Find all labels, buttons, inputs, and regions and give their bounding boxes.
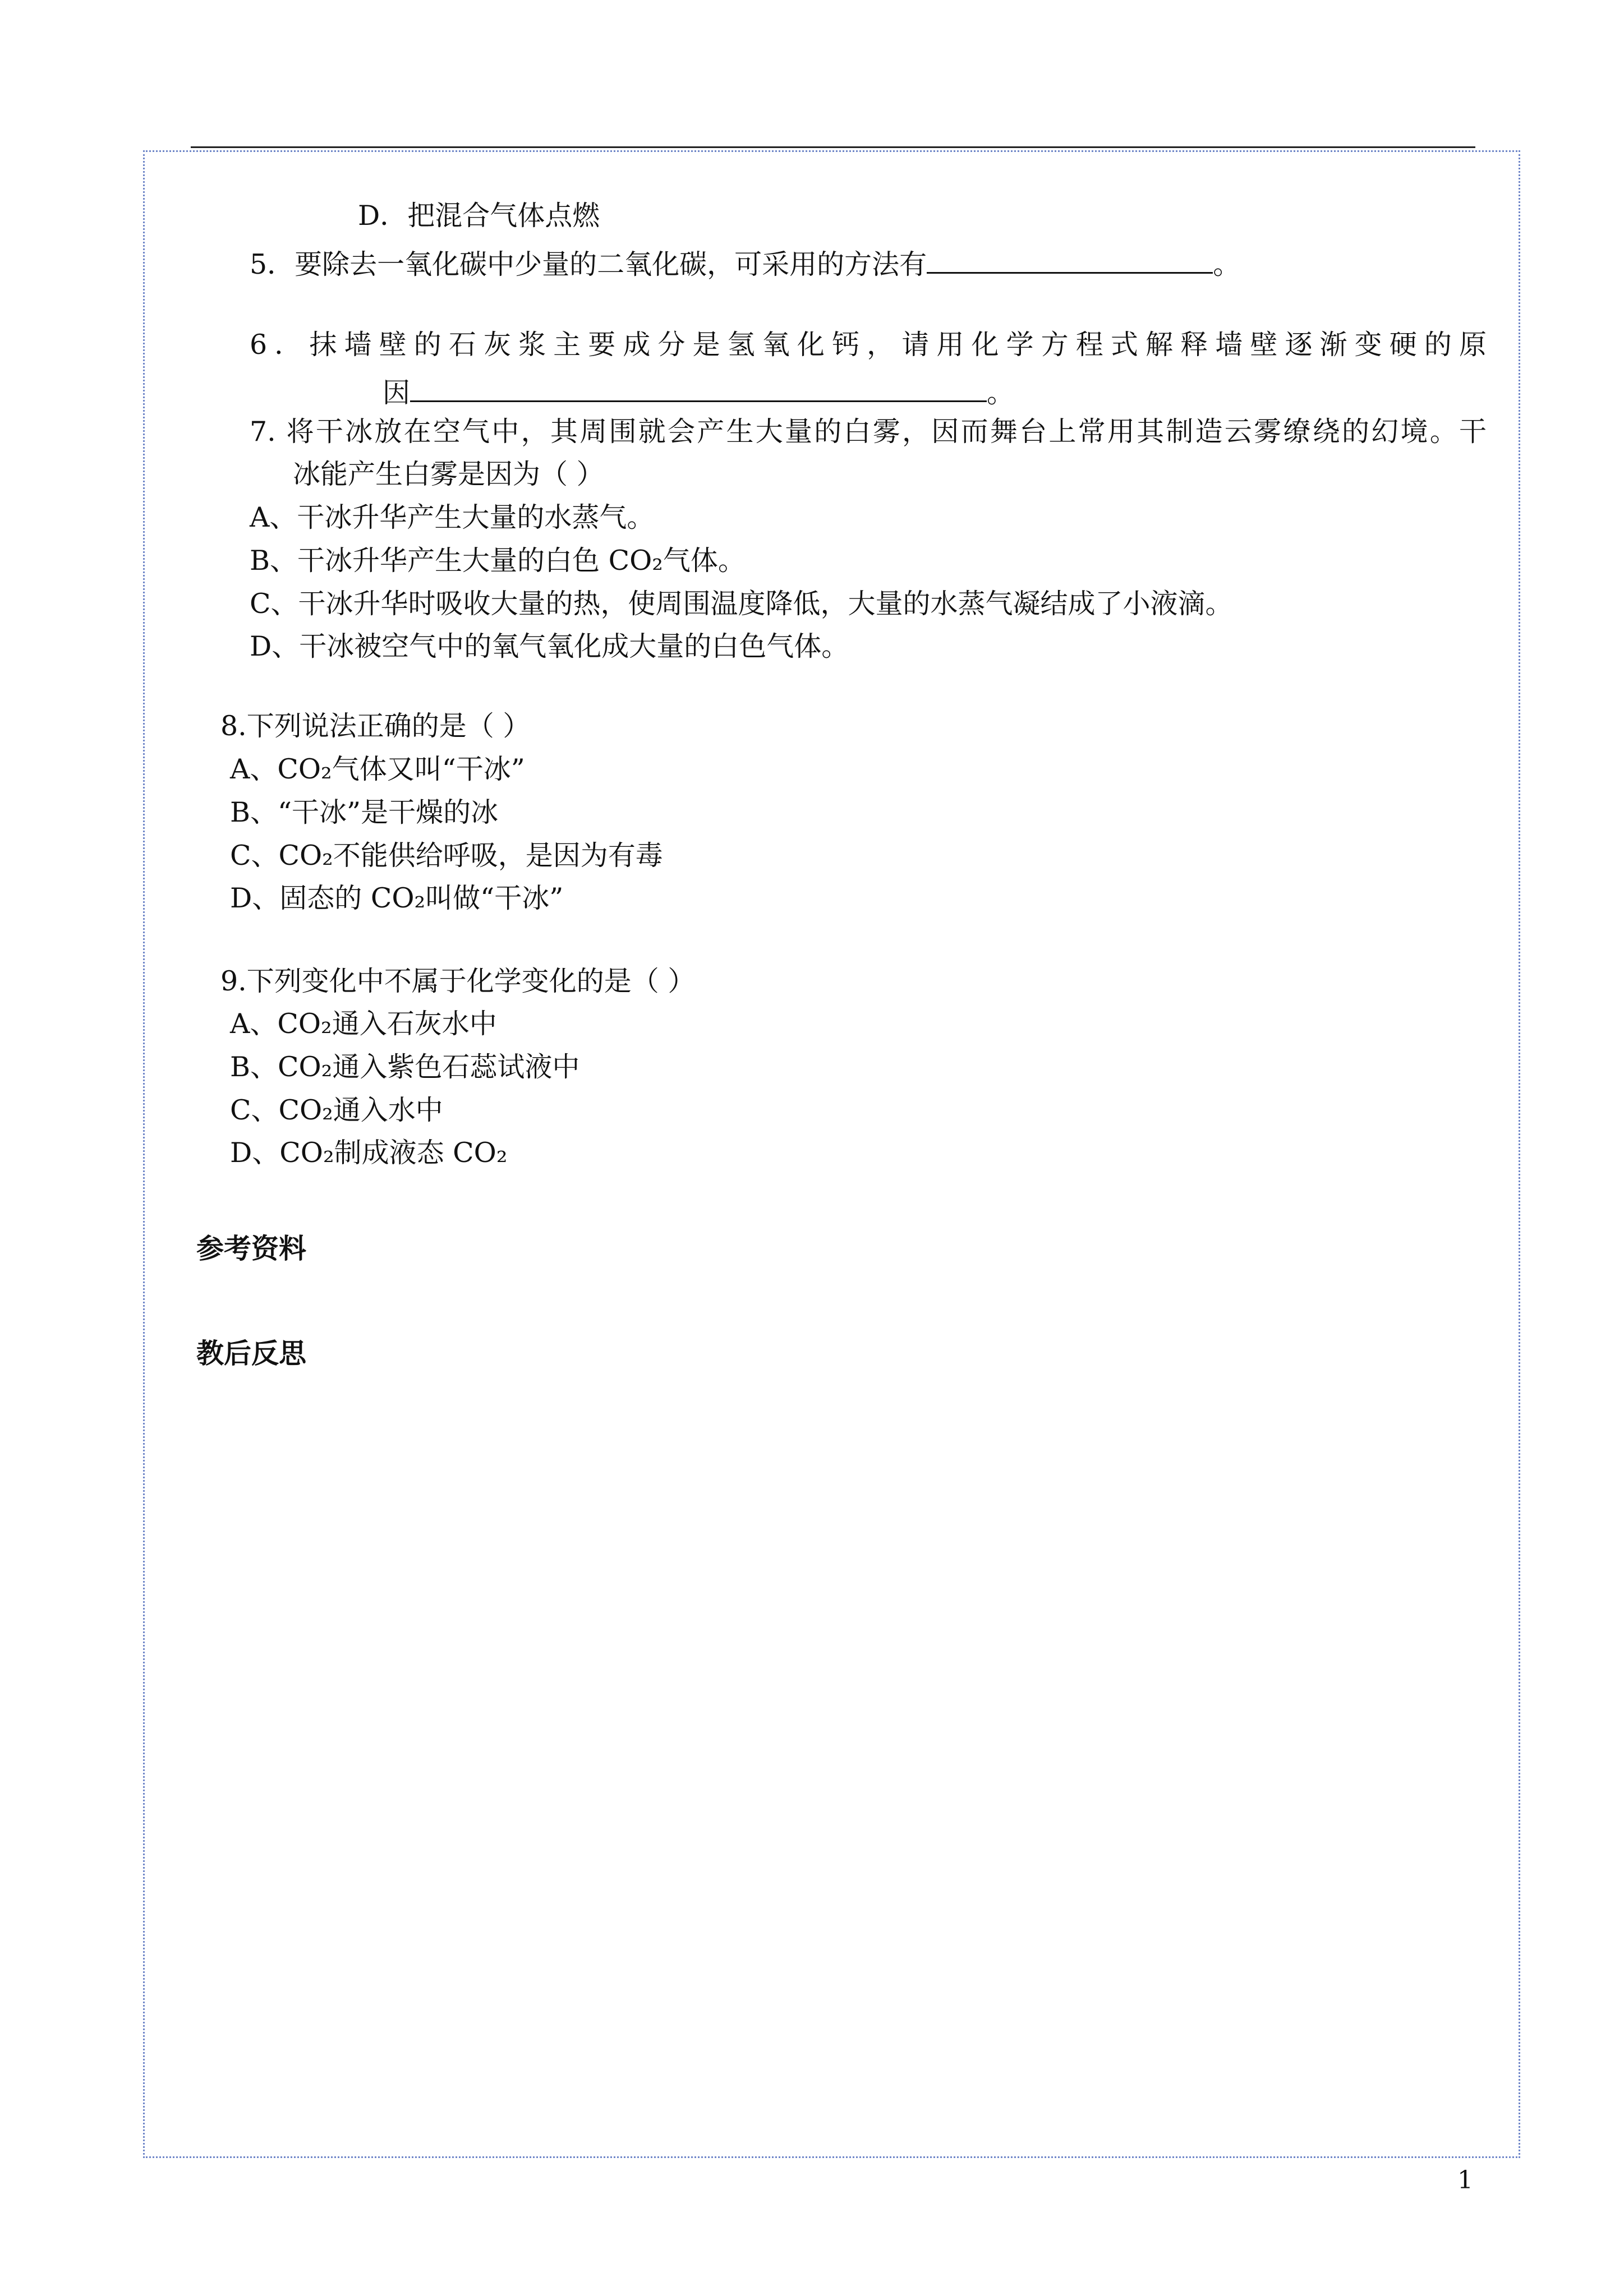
question-9: 9.下列变化中不属于化学变化的是（ ） — [220, 965, 696, 997]
q9-option-b: B、CO₂通入紫色石蕊试液中 — [230, 1051, 580, 1083]
q8-option-d: D、固态的 CO₂叫做“干冰” — [230, 882, 564, 914]
question-7 — [250, 415, 1487, 449]
header-rule — [191, 146, 1475, 148]
question-6-cont — [383, 371, 1014, 410]
page-number: 1 — [1457, 2166, 1473, 2194]
q9-option-a: A、CO₂通入石灰水中 — [230, 1008, 497, 1040]
q8-option-a: A、CO₂气体又叫“干冰” — [230, 753, 525, 785]
q7-option-a: A、干冰升华产生大量的水蒸气。 — [250, 501, 655, 533]
q6-cont: 因 — [383, 377, 411, 409]
q7-option-c: C、干冰升华时吸收大量的热，使周围温度降低，大量的水蒸气凝结成了小液滴。 — [250, 588, 1233, 620]
question-6 — [250, 328, 1487, 362]
q6-text: 6．抹墙壁的石灰浆主要成分是氢氧化钙，请用化学方程式解释墙壁逐渐变硬的原 — [250, 329, 1487, 361]
q9-option-c: C、CO₂通入水中 — [230, 1094, 443, 1126]
q9-option-d: D、CO₂制成液态 CO₂ — [230, 1137, 508, 1169]
reflection-heading: 教后反思 — [196, 1337, 307, 1370]
q5-answer-blank[interactable] — [927, 243, 1213, 274]
question-8: 8.下列说法正确的是（ ） — [220, 710, 531, 742]
q7-option-d: D、干冰被空气中的氧气氧化成大量的白色气体。 — [250, 630, 849, 662]
q7-text-line1: 7. 将干冰放在空气中，其周围就会产生大量的白雾，因而舞台上常用其制造云雾缭绕的幻境。干 — [250, 416, 1487, 448]
q7-text-line2: 冰能产生白雾是因为（ ） — [293, 458, 604, 490]
q8-option-c: C、CO₂不能供给呼吸，是因为有毒 — [230, 840, 663, 872]
q6-end: 。 — [987, 377, 1015, 409]
q6-answer-blank[interactable] — [410, 371, 987, 402]
q5-end: 。 — [1213, 248, 1241, 280]
reference-heading: 参考资料 — [196, 1232, 307, 1265]
q5-text: 5．要除去一氧化碳中少量的二氧化碳，可采用的方法有 — [250, 248, 927, 280]
q7-option-b: B、干冰升华产生大量的白色 CO₂气体。 — [250, 545, 746, 577]
q4-option-d: D．把混合气体点燃 — [358, 200, 600, 232]
question-5 — [250, 243, 1240, 282]
q8-option-b: B、“干冰”是干燥的冰 — [230, 796, 499, 828]
